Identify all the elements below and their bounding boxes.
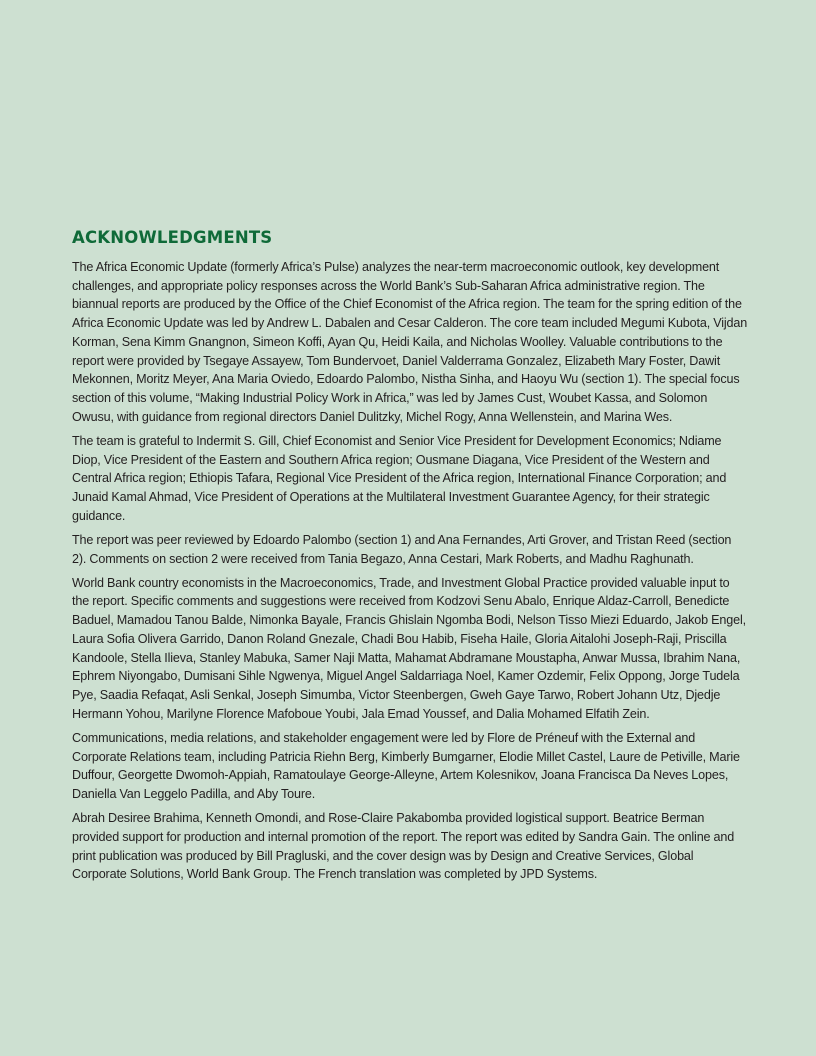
paragraph-production-support: Abrah Desiree Brahima, Kenneth Omondi, and Rose-Claire Pakabomba provided logistical support. Beatrice Berman provided support for production and internal promotion of the report. The report was edited by Sandra Gain. The online and print publication was produced by Bill Pragluski, and the cover design was by Design and Creative Services, Global Corporate Solutions, World Bank Group. The French translation was completed by JPD Systems. (72, 811, 735, 882)
paragraph-report-team: The Africa Economic Update (formerly Africa’s Pulse) analyzes the near-term macroeconomic outlook, key development challenges, and appropriate policy responses across the World Bank’s Sub-Saharan Africa administrative region. The biannual reports are produced by the Office of the Chief Economist of the Africa region. The team for the spring edition of the Africa Economic Update was led by Andrew L. Dabalen and Cesar Calderon. The core team included Megumi Kubota, Vijdan Korman, Sena Kimm Gnangnon, Simeon Koffi, Ayan Qu, Heidi Kaila, and Nicholas Woolley. Valuable contributions to the report were provided by Tsegaye Assayew, Tom Bundervoet, Daniel Valderrama Gonzalez, Elizabeth Mary Foster, Dawit Mekonnen, Moritz Meyer, Ana Maria Oviedo, Edoardo Palombo, Nistha Sinha, and Haoyu Wu (section 1). The special focus section of this volume, “Making Industrial Policy Work in Africa,” was led by James Cust, Woubet Kassa, and Solomon Owusu, with guidance from regional directors Daniel Dulitzky, Michel Rogy, Anna Wellenstein, and Marina Wes. (72, 260, 748, 424)
paragraph-peer-review: The report was peer reviewed by Edoardo Palombo (section 1) and Ana Fernandes, Arti Grover, and Tristan Reed (section 2). Comments on section 2 were received from Tania Begazo, Anna Cestari, Mark Roberts, and Madhu Raghunath. (72, 532, 732, 566)
paragraph-leadership-thanks: The team is grateful to Indermit S. Gill, Chief Economist and Senior Vice President for Development Economics; Ndiame Diop, Vice President of the Eastern and Southern Africa region; Ousmane Diagana, Vice President of the Western and Central Africa region; Ethiopis Tafara, Regional Vice President of the Africa region, International Finance Corporation; and Junaid Kamal Ahmad, Vice President of Operations at the Multilateral Investment Guarantee Agency, for their strategic guidance. (72, 433, 727, 523)
paragraph-communications: Communications, media relations, and stakeholder engagement were led by Flore de Préneuf with the External and Corporate Relations team, including Patricia Riehn Berg, Kimberly Bumgarner, Elodie Millet Castel, Laure de Petiville, Marie Duffour, Georgette Dwomoh-Appiah, Ramatoulaye George-Alleyne, Artem Kolesnikov, Joana Francisca Da Neves Lopes, Daniella Van Leggelo Padilla, and Aby Toure. (72, 730, 740, 801)
page-heading: ACKNOWLEDGMENTS (72, 228, 273, 247)
acknowledgments-page (72, 226, 748, 890)
paragraph-country-economists: World Bank country economists in the Macroeconomics, Trade, and Investment Global Practice provided valuable input to the report. Specific comments and suggestions were received from Kodzovi Senu Abalo, Enrique Aldaz-Carroll, Benedicte Baduel, Mamadou Tanou Balde, Nimonka Bayale, Francis Ghislain Ngomba Bodi, Nelson Tisso Miezi Eduardo, Jakob Engel, Laura Sofia Olivera Garrido, Danon Roland Gnezale, Chadi Bou Habib, Fiseha Haile, Gloria Aitalohi Joseph-Raji, Priscilla Kandoole, Stella Ilieva, Stanley Mabuka, Samer Naji Matta, Mahamat Abdramane Moustapha, Anwar Mussa, Ibrahim Nana, Ephrem Niyongabo, Dumisani Sihle Ngwenya, Miguel Angel Saldarriaga Noel, Kamer Ozdemir, Felix Oppong, Jorge Tudela Pye, Saadia Refaqat, Asli Senkal, Joseph Simumba, Victor Steenbergen, Gweh Gaye Tarwo, Robert Johann Utz, Djedje Hermann Yohou, Marilyne Florence Mafoboue Youbi, Jala Emad Youssef, and Dalia Mohamed Elfatih Zein. (72, 575, 746, 721)
